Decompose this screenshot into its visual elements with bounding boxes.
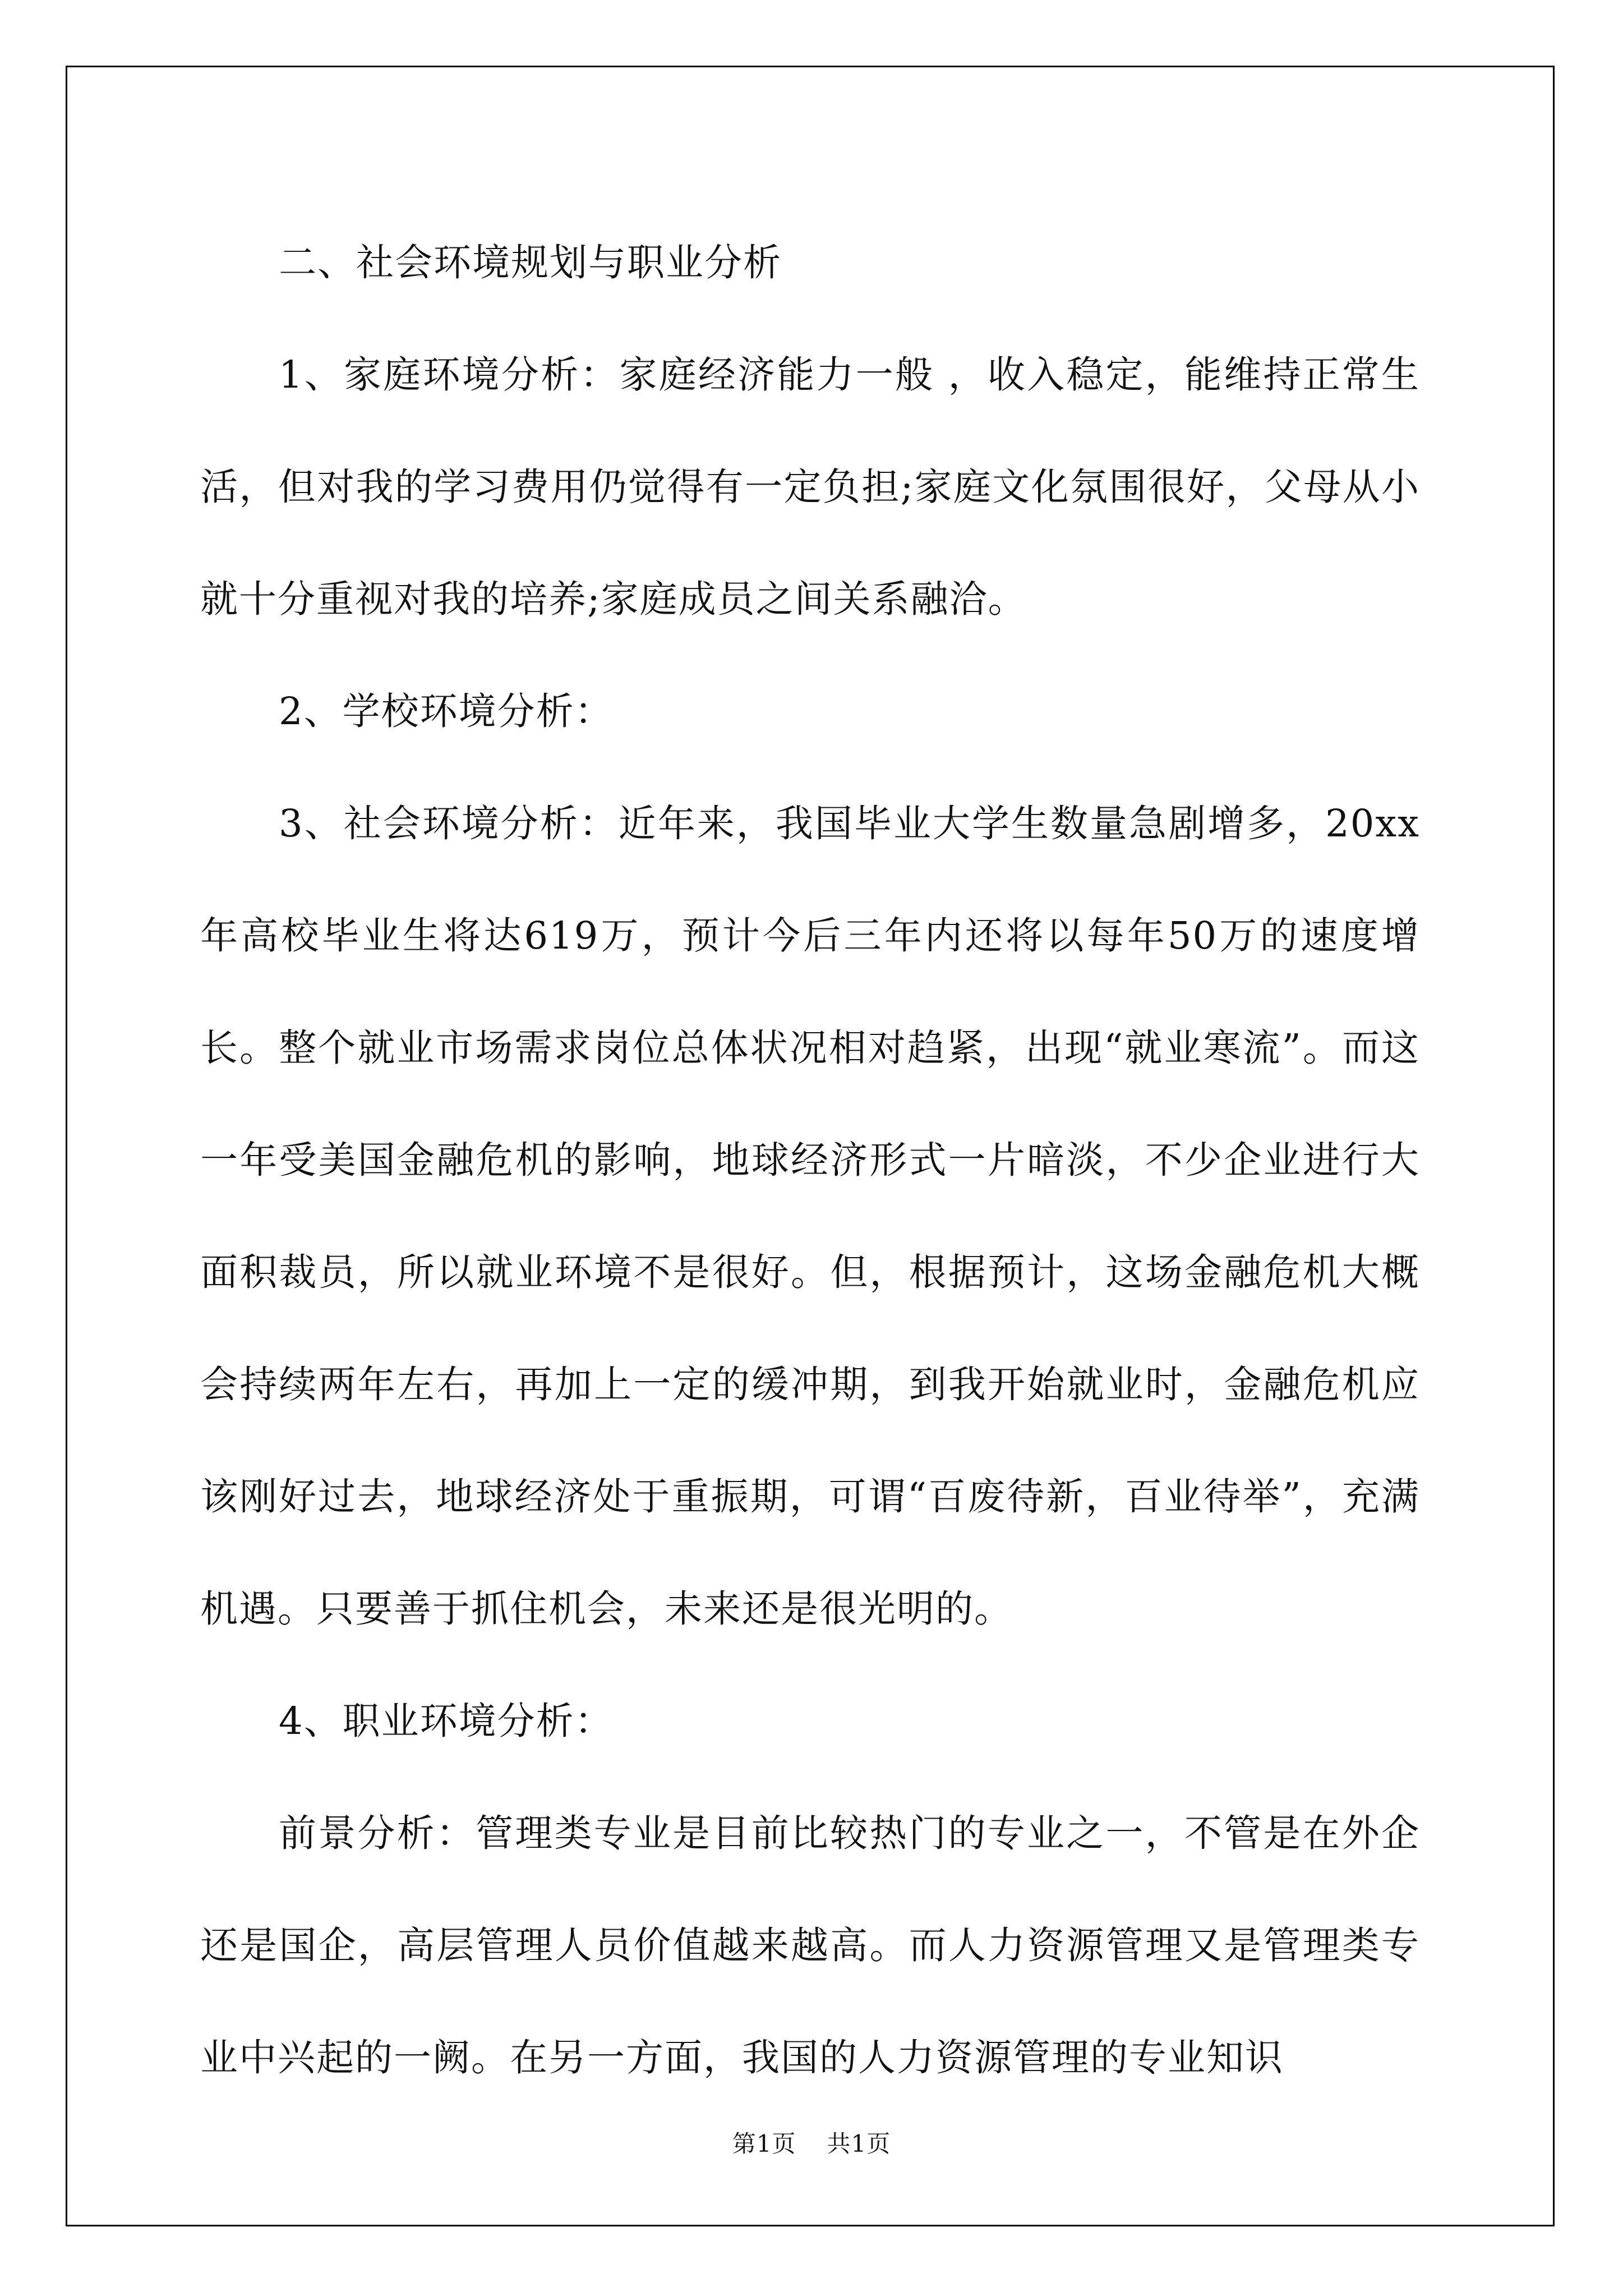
paragraph-school-environment: 2、学校环境分析： bbox=[279, 689, 614, 733]
paragraph-social-environment: 3、社会环境分析：近年来，我国毕业大学生数量急剧增多，20xx年高校毕业生将达619万，预计今后三年内还将以每年50万的速度增长。整个就业市场需求岗位总体状况相对趋紧，出现“就业寒流”。而这一年受美国金融危机的影响，地球经济形式一片暗淡，不少企业进行大面积裁员，所以就业环境不是很好。但，根据预计，这场金融危机大概会持续两年左右，再加上一定的缓冲期，到我开始就业时，金融危机应该刚好过去，地球经济处于重振期，可谓“百废待新，百业待举”，充满机遇。只要善于抓住机会，未来还是很光明的。 bbox=[200, 802, 1420, 1631]
paragraph-career-environment: 4、职业环境分析： bbox=[279, 1699, 614, 1743]
paragraph-prospect-analysis: 前景分析：管理类专业是目前比较热门的专业之一，不管是在外企还是国企，高层管理人员价值越来越高。而人力资源管理又是管理类专业中兴起的一阙。在另一方面，我国的人力资源管理的专业知识 bbox=[200, 1811, 1420, 2079]
document-body bbox=[200, 206, 1420, 2114]
page-number: 第1页 bbox=[732, 2130, 796, 2157]
section-heading: 二、社会环境规划与职业分析 bbox=[279, 241, 782, 284]
paragraph-family-environment: 1、家庭环境分析：家庭经济能力一般 ，收入稳定，能维持正常生活，但对我的学习费用仍觉得有一定负担;家庭文化氛围很好，父母从小就十分重视对我的培养;家庭成员之间关系融洽。 bbox=[200, 353, 1420, 621]
page-footer bbox=[0, 2127, 1623, 2161]
page-total: 共1页 bbox=[827, 2130, 891, 2157]
